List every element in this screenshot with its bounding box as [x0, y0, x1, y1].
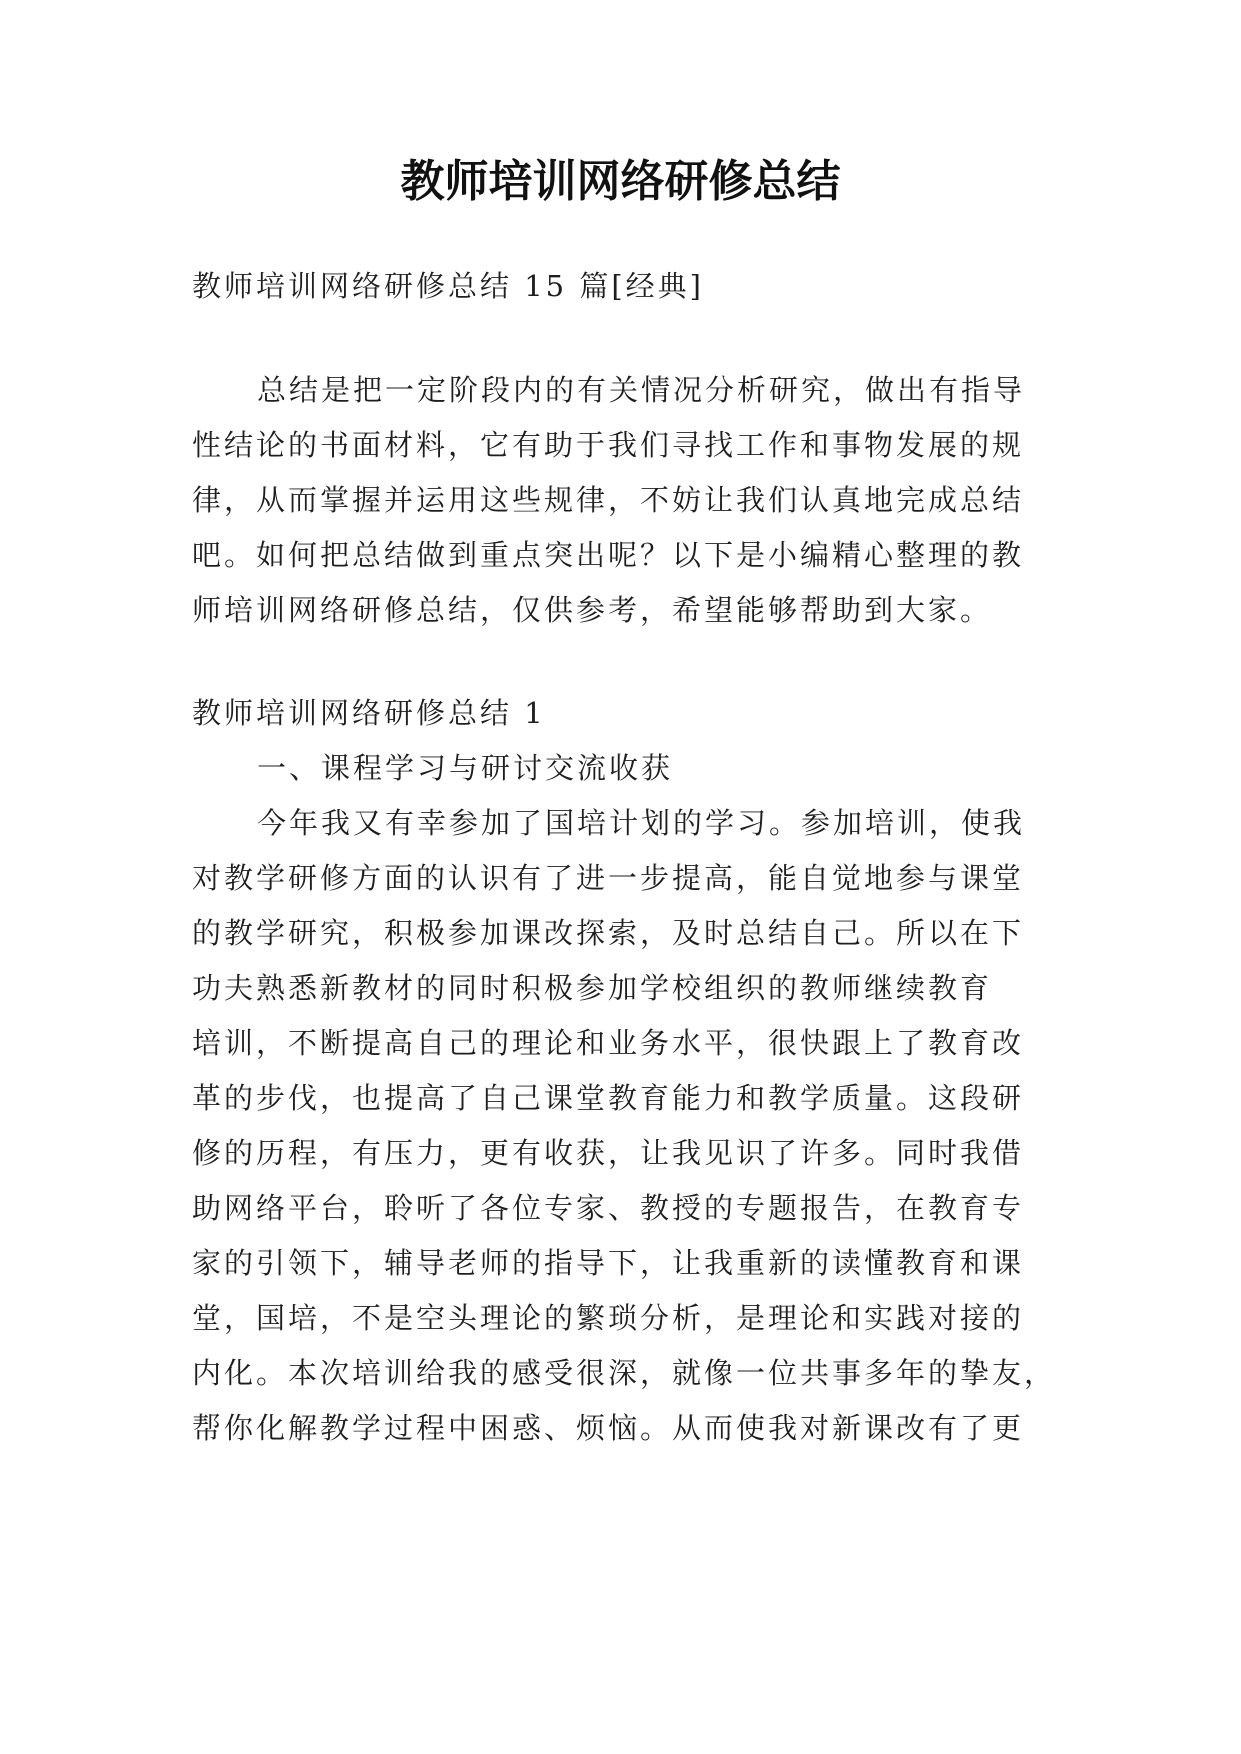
- body-line: 对教学研修方面的认识有了进一步提高，能自觉地参与课堂: [192, 861, 1025, 895]
- body-line: 的教学研究，积极参加课改探索，及时总结自己。所以在下: [192, 916, 1025, 950]
- body-line: 内化。本次培训给我的感受很深，就像一位共事多年的挚友，: [192, 1356, 1057, 1390]
- body-line: 革的步伐，也提高了自己课堂教育能力和教学质量。这段研: [192, 1081, 1025, 1115]
- body-line: 家的引领下，辅导老师的指导下，让我重新的读懂教育和课: [192, 1246, 1025, 1280]
- body-line: 培训，不断提高自己的理论和业务水平，很快跟上了教育改: [192, 1026, 1025, 1060]
- intro-line: 吧。如何把总结做到重点突出呢？以下是小编精心整理的教: [192, 538, 1025, 572]
- body-line: 帮你化解教学过程中困惑、烦恼。从而使我对新课改有了更: [192, 1411, 1025, 1445]
- section-heading: 教师培训网络研修总结 1: [192, 696, 546, 730]
- body-line: 功夫熟悉新教材的同时积极参加学校组织的教师继续教育: [192, 971, 993, 1005]
- body-line: 助网络平台，聆听了各位专家、教授的专题报告，在教育专: [192, 1191, 1025, 1225]
- intro-line: 总结是把一定阶段内的有关情况分析研究，做出有指导: [257, 373, 1026, 407]
- document-subtitle: 教师培训网络研修总结 15 篇[经典]: [192, 269, 704, 303]
- intro-line: 师培训网络研修总结，仅供参考，希望能够帮助到大家。: [192, 593, 993, 627]
- body-line: 堂，国培，不是空头理论的繁琐分析，是理论和实践对接的: [192, 1301, 1025, 1335]
- document-title: 教师培训网络研修总结: [400, 156, 841, 207]
- intro-line: 性结论的书面材料，它有助于我们寻找工作和事物发展的规: [192, 428, 1025, 462]
- body-line: 修的历程，有压力，更有收获，让我见识了许多。同时我借: [192, 1136, 1025, 1170]
- section-subheading: 一、课程学习与研讨交流收获: [257, 751, 674, 785]
- intro-line: 律，从而掌握并运用这些规律，不妨让我们认真地完成总结: [192, 483, 1025, 517]
- body-line: 今年我又有幸参加了国培计划的学习。参加培训，使我: [257, 806, 1026, 840]
